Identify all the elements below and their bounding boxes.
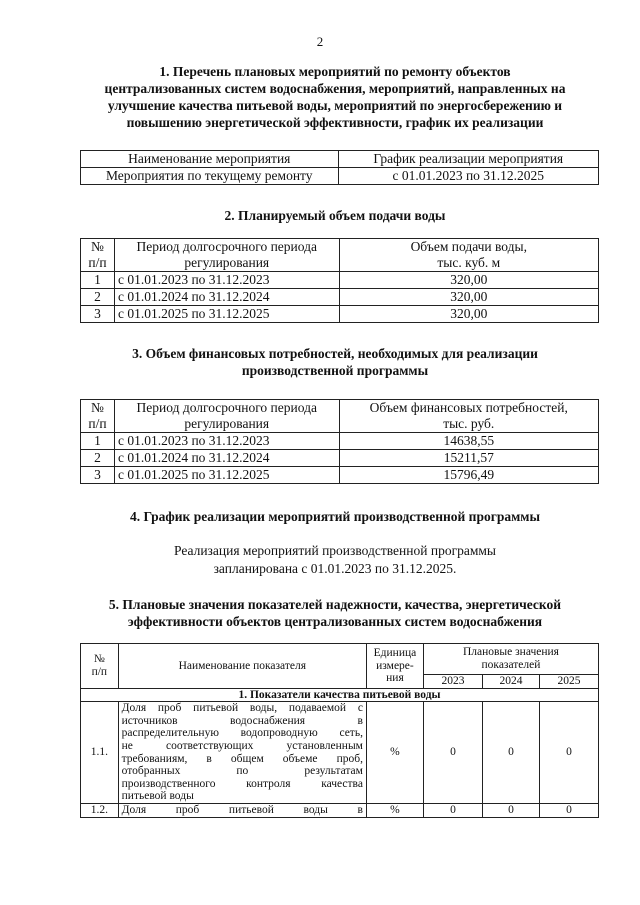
section1-title: 1. Перечень плановых мероприятий по ремонту объектов централизованных систем водоснабжения, мероприятий, направленных на улучшение качества питьевой воды, мероприятий по энергосбережению и повышению энергетической эффективности, график их реализации — [104, 64, 566, 130]
header-year-2025: 2025 — [539, 675, 598, 689]
header-unit: Единица измере- ния — [366, 644, 423, 689]
header-period: Период долгосрочного периода регулирования — [114, 239, 339, 272]
header-activity-name: Наименование мероприятия — [81, 151, 339, 168]
header-finance: Объем финансовых потребностей, тыс. руб. — [339, 400, 598, 433]
section3-title: 3. Объем финансовых потребностей, необходимых для реализации производственной программы — [132, 346, 538, 378]
page-number: 2 — [316, 34, 324, 49]
header-num: № п/п — [81, 239, 115, 272]
indicators-table — [80, 643, 599, 818]
table-row — [81, 803, 599, 817]
table-row: 3 с 01.01.2025 по 31.12.2025 320,00 — [81, 306, 599, 323]
table-row: 1 с 01.01.2023 по 31.12.2023 14638,55 — [81, 433, 599, 450]
table-row — [81, 702, 599, 804]
cell-indicator-name: Доля проб питьевой воды в — [118, 803, 366, 817]
header-planned-values: Плановые значения показателей — [423, 644, 598, 675]
cell-num: 1.1. — [81, 702, 119, 804]
header-period: Период долгосрочного периода регулирования — [114, 400, 339, 433]
header-num: № п/п — [81, 400, 115, 433]
cell-schedule: с 01.01.2023 по 31.12.2025 — [338, 168, 598, 185]
table-header-row — [81, 644, 599, 675]
cell-activity: Мероприятия по текущему ремонту — [81, 168, 339, 185]
cell-indicator-name: Доля проб питьевой воды, подаваемой с источников водоснабжения в распределительную водопроводную сеть, не соответствующих установленным требованиям, в общем объеме проб, отобранных по результатам производственного контроля качества питьевой воды — [118, 702, 366, 804]
table-row: 2 с 01.01.2024 по 31.12.2024 320,00 — [81, 289, 599, 306]
cell-unit: % — [366, 702, 423, 804]
cell-2024: 0 — [482, 702, 539, 804]
header-year-2024: 2024 — [482, 675, 539, 689]
section4-text: Реализация мероприятий производственной программы запланирована с 01.01.2023 по 31.12.2025. — [173, 543, 497, 576]
section5-title: 5. Плановые значения показателей надежности, качества, энергетической эффективности объектов централизованных систем водоснабжения — [108, 597, 562, 629]
cell-2023: 0 — [423, 702, 482, 804]
table-row: 2 с 01.01.2024 по 31.12.2024 15211,57 — [81, 450, 599, 467]
water-supply-table — [80, 238, 599, 323]
table-row: 1 с 01.01.2023 по 31.12.2023 320,00 — [81, 272, 599, 289]
cell-2023: 0 — [423, 803, 482, 817]
table-header-row — [81, 400, 599, 433]
table-header-row — [81, 151, 599, 168]
header-volume: Объем подачи воды, тыс. куб. м — [339, 239, 598, 272]
cell-2025: 0 — [539, 702, 598, 804]
section4-title: 4. График реализации мероприятий производственной программы — [129, 509, 541, 524]
section2-title: 2. Планируемый объем подачи воды — [224, 208, 446, 223]
subsection-title: 1. Показатели качества питьевой воды — [81, 688, 599, 702]
table-row — [81, 168, 599, 185]
subsection-row — [81, 688, 599, 702]
header-indicator-name: Наименование показателя — [118, 644, 366, 689]
cell-num: 1.2. — [81, 803, 119, 817]
table-row: 3 с 01.01.2025 по 31.12.2025 15796,49 — [81, 467, 599, 484]
header-schedule: График реализации мероприятия — [338, 151, 598, 168]
cell-2025: 0 — [539, 803, 598, 817]
activities-table — [80, 150, 599, 185]
cell-2024: 0 — [482, 803, 539, 817]
cell-unit: % — [366, 803, 423, 817]
financial-needs-table — [80, 399, 599, 484]
header-num: № п/п — [81, 644, 119, 689]
table-header-row — [81, 239, 599, 272]
header-year-2023: 2023 — [423, 675, 482, 689]
